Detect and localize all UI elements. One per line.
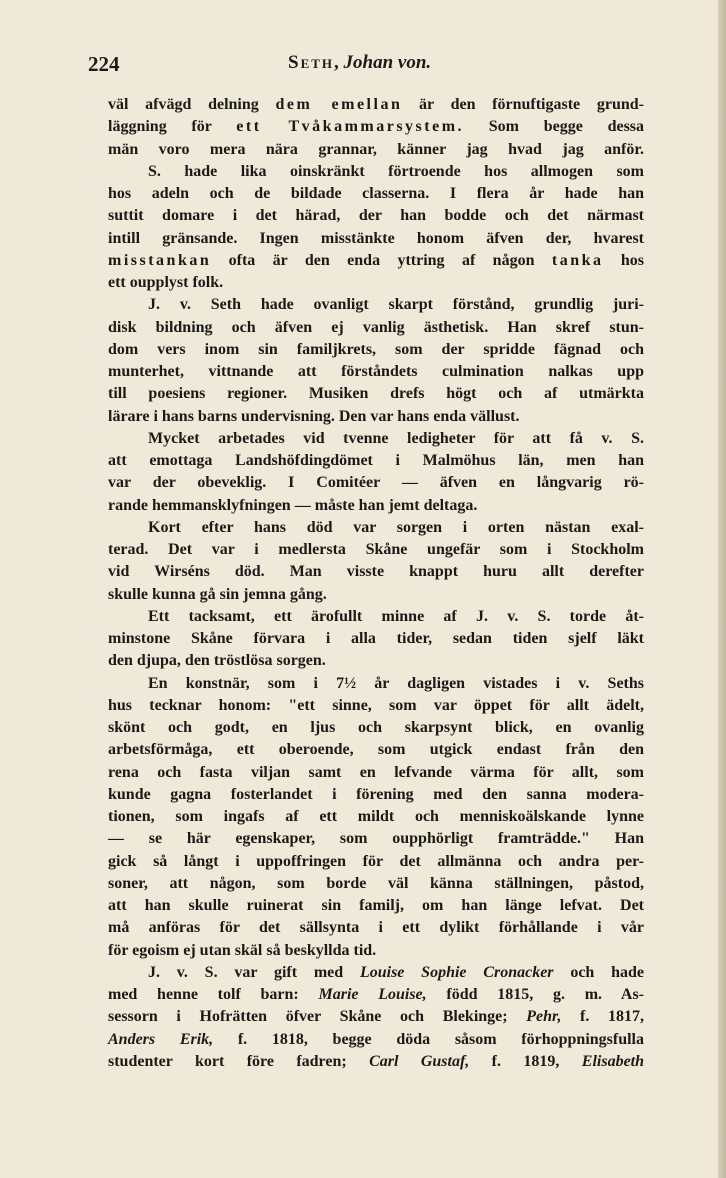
text-run: suttit domare i det härad, der han bodde och det närmast xyxy=(108,207,644,225)
text-run: dom vers inom sin familjkrets, som der spridde fägnad och xyxy=(108,340,644,358)
text-run: J. v. S. var gift med xyxy=(148,963,360,981)
text-run: gick så långt i uppoffringen för det allmänna och andra per- xyxy=(108,852,644,870)
text-run: misstankan xyxy=(108,251,212,269)
text-line xyxy=(108,873,644,895)
page-number: 224 xyxy=(88,52,120,76)
text-run: var der obeveklig. I Comitéer — äfven en långvarig rö- xyxy=(108,474,644,492)
text-run: för egoism ej utan skäl så beskyllda tid. xyxy=(108,941,377,959)
running-head-given-name: Johan von. xyxy=(343,52,432,73)
text-line xyxy=(108,717,644,739)
text-run: och hade xyxy=(553,963,644,981)
text-line xyxy=(108,250,644,272)
text-line xyxy=(108,294,644,316)
text-run: Carl Gustaf, xyxy=(369,1052,470,1070)
text-line xyxy=(108,561,644,583)
text-line xyxy=(108,495,644,517)
text-line xyxy=(108,584,644,606)
text-run: män voro mera nära grannar, känner jag hvad jag anför. xyxy=(108,140,644,158)
text-line xyxy=(108,851,644,873)
text-line xyxy=(108,94,644,116)
text-run: minstone Skåne förvara i alla tider, sedan tiden sjelf läkt xyxy=(108,630,644,647)
text-run: — se här egenskaper, som oupphörligt framträdde." Han xyxy=(108,830,644,848)
text-run: f. 1817, xyxy=(561,1008,645,1026)
text-run: disk bildning och äfven ej vanlig ästhetisk. Han skref stun- xyxy=(108,318,644,336)
text-run: må anföras för det sällsynta i ett dylikt förhållande i vår xyxy=(108,919,644,937)
page-edge xyxy=(718,0,726,1178)
text-line xyxy=(108,450,644,472)
text-run: är den förnuftigaste grund- xyxy=(402,96,644,113)
text-line xyxy=(108,1029,644,1051)
text-run: En konstnär, som i 7½ år dagligen vistades i v. Seths xyxy=(148,674,644,692)
text-run: studenter kort före fadren; xyxy=(108,1052,370,1070)
text-run: kunde gagna fosterlandet i förening med den sanna modera- xyxy=(108,785,644,803)
text-line xyxy=(108,339,644,361)
text-line xyxy=(108,1051,644,1073)
text-run: den djupa, den tröstlösa sorgen. xyxy=(108,652,326,670)
text-line xyxy=(108,762,644,784)
text-run: Mycket arbetades vid tvenne ledigheter för att få v. S. xyxy=(148,429,644,447)
text-run: intill gränsande. Ingen misstänkte honom äfven der, hvarest xyxy=(108,229,644,247)
text-run: soner, att någon, som borde väl känna ställningen, påstod, xyxy=(108,874,644,892)
text-run: att emottaga Landshöfdingdömet i Malmöhus län, men han xyxy=(108,452,644,469)
text-line xyxy=(108,739,644,761)
text-run: terad. Det var i medlersta Skåne ungefär som i Stockholm xyxy=(108,541,644,558)
text-run: skönt och godt, en ljus och skarpsynt blick, en ovanlig xyxy=(108,719,644,736)
page-header xyxy=(88,52,628,84)
text-line xyxy=(108,383,644,405)
text-run: tionen, som ingafs af ett mildt och menniskoälskande lynne xyxy=(108,808,644,825)
text-run: Marie Louise, xyxy=(318,986,427,1003)
text-run: till poesiens regioner. Musiken drefs högt och af utmärkta xyxy=(108,385,644,403)
text-line xyxy=(108,917,644,939)
text-line xyxy=(108,539,644,561)
text-line xyxy=(108,428,644,450)
text-run: Anders Erik, xyxy=(108,1030,214,1048)
text-line xyxy=(108,139,644,161)
running-head-surname: Seth xyxy=(288,52,335,73)
text-run: skulle kunna gå sin jemna gång. xyxy=(108,585,327,603)
text-line xyxy=(108,1006,644,1028)
text-run: att han skulle ruinerat sin familj, om han länge lefvat. Det xyxy=(108,897,644,914)
text-line xyxy=(108,116,644,138)
text-run: f. 1819, xyxy=(469,1052,582,1070)
text-run: rena och fasta viljan samt en lefvande värma för allt, som xyxy=(108,763,644,781)
running-head-separator: , xyxy=(334,52,339,73)
text-line xyxy=(108,895,644,917)
text-line xyxy=(108,205,644,227)
running-head xyxy=(288,52,431,74)
text-run: f. 1818, begge döda såsom förhoppningsfulla xyxy=(213,1030,644,1048)
text-line xyxy=(108,828,644,850)
text-run: Ett tacksamt, ett ärofullt minne af J. v. S. torde åt- xyxy=(148,607,644,625)
text-run: rande hemmansklyfningen — måste han jemt deltaga. xyxy=(108,496,478,514)
text-line xyxy=(108,673,644,695)
text-line xyxy=(108,272,644,294)
text-run: J. v. Seth hade ovanligt skarpt förstånd, grundlig juri- xyxy=(148,296,644,314)
text-run: hos xyxy=(603,251,644,269)
text-line xyxy=(108,517,644,539)
text-run: född 1815, g. m. As- xyxy=(426,986,645,1003)
text-line xyxy=(108,361,644,383)
text-line xyxy=(108,962,644,984)
text-line xyxy=(108,406,644,428)
text-run: arbetsförmåga, ett oberoende, som utgick endast från den xyxy=(108,741,644,759)
body-text xyxy=(108,94,644,1073)
text-run: ofta är den enda yttring af någon xyxy=(211,251,552,269)
text-run: Kort efter hans död var sorgen i orten nästan exal- xyxy=(148,518,644,536)
text-line xyxy=(108,940,644,962)
text-line xyxy=(108,695,644,717)
text-line xyxy=(108,984,644,1006)
text-line xyxy=(108,806,644,828)
text-run: munterhet, vittnande att förståndets culmination nalkas upp xyxy=(108,363,644,380)
text-run: hus tecknar honom: "ett sinne, som var öppet för allt ädelt, xyxy=(108,696,644,714)
text-run: läggning för xyxy=(108,118,237,136)
text-line xyxy=(108,628,644,650)
text-line xyxy=(108,472,644,494)
text-run: Louise Sophie Cronacker xyxy=(359,963,554,981)
text-run: väl afvägd delning xyxy=(108,96,276,113)
text-run: vid Wirséns död. Man visste knappt huru allt derefter xyxy=(108,563,644,581)
text-run: dem emellan xyxy=(275,96,403,113)
text-run: sessorn i Hofrätten öfver Skåne och Blekinge; xyxy=(108,1008,527,1026)
text-run: ett oupplyst folk. xyxy=(108,274,224,291)
text-run: lärare i hans barns undervisning. Den var hans enda vällust. xyxy=(108,407,520,425)
text-run: tanka xyxy=(551,251,604,269)
text-line xyxy=(108,317,644,339)
text-line xyxy=(108,228,644,250)
text-run: ett Tvåkammarsystem. xyxy=(236,118,465,136)
text-run: Som begge dessa xyxy=(464,118,645,136)
text-run: med henne tolf barn: xyxy=(108,986,319,1003)
text-line xyxy=(108,161,644,183)
text-line xyxy=(108,650,644,672)
text-run: Elisabeth xyxy=(581,1052,645,1070)
text-run: S. hade lika oinskränkt förtroende hos allmogen som xyxy=(148,162,644,180)
text-line xyxy=(108,183,644,205)
text-line xyxy=(108,606,644,628)
text-run: hos adeln och de bildade classerna. I flera år hade han xyxy=(108,185,644,202)
text-line xyxy=(108,784,644,806)
text-run: Pehr, xyxy=(526,1008,562,1026)
